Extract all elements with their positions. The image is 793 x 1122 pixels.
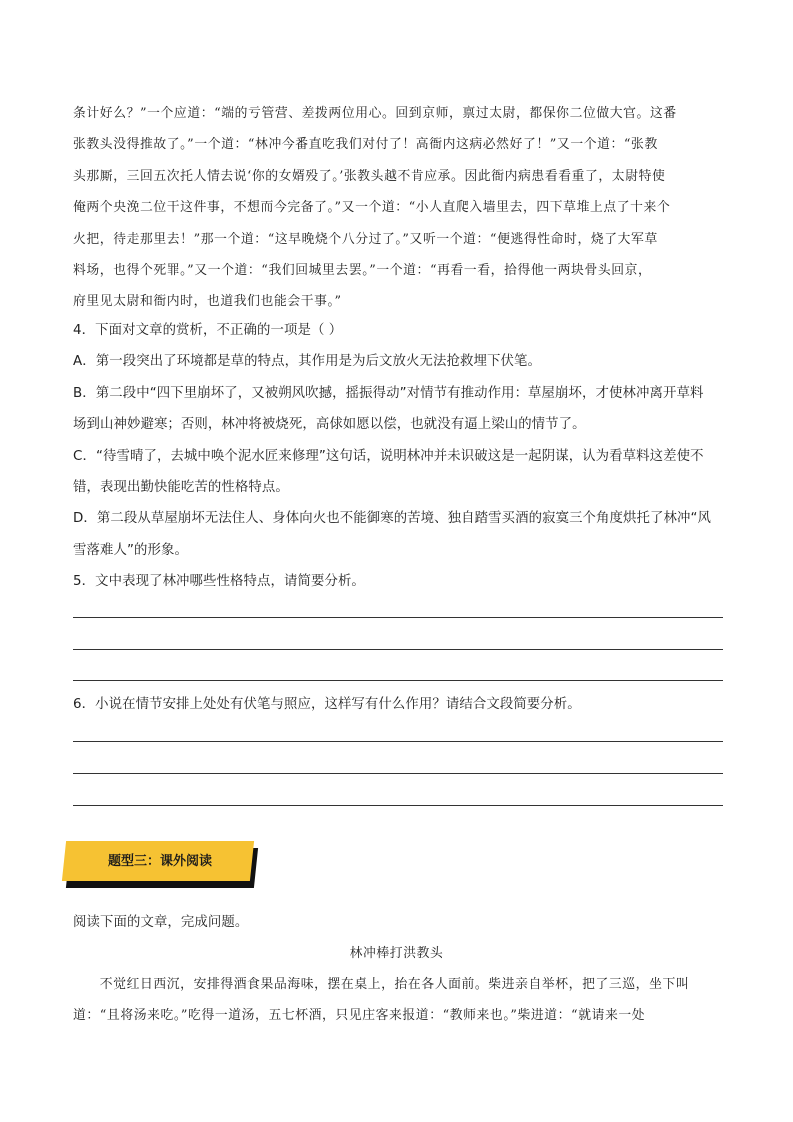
answer-line[interactable] (73, 805, 723, 806)
answer-line[interactable] (73, 773, 723, 774)
option-b-cont: 场到山神妙避寒；否则，林冲将被烧死，高俅如愿以偿，也就没有逼上梁山的情节了。 (73, 417, 586, 433)
passage-line: 张教头没得推故了。”一个道：“林冲今番直吃我们对付了！高衙内这病必然好了！”又一个道：“张教 (73, 137, 658, 153)
article-line: 道：“且将汤来吃。”吃得一道汤，五七杯酒，只见庄客来报道：“教师来也。”柴进道：“就请来一处 (73, 1008, 646, 1024)
option-c: C．“待雪晴了，去城中唤个泥水匠来修理”这句话，说明林冲并未识破这是一起阴谋，认为看草料这差使不 (73, 448, 704, 464)
passage-line: 料场，也得个死罪。”又一个道：“我们回城里去罢。”一个道：“再看一看，拾得他一两块骨头回京， (73, 262, 652, 278)
passage-text (73, 98, 723, 318)
passage-line: 头那厮，三回五次托人情去说‘你的女婿殁了。’张教头越不肯应承。因此衙内病患看看重了，太尉特使 (73, 168, 666, 184)
answer-line[interactable] (73, 617, 723, 618)
question-6-stem: 6．小说在情节安排上处处有伏笔与照应，这样写有什么作用？请结合文段简要分析。 (73, 697, 581, 712)
option-d: D．第二段从草屋崩坏无法住人、身体向火也不能御寒的苦境、独自踏雪买酒的寂寞三个角度烘托了林冲“风 (73, 511, 712, 527)
answer-line[interactable] (73, 680, 723, 681)
article-line: 不觉红日西沉，安排得酒食果品海味，摆在桌上，抬在各人面前。柴进亲自举杯，把了三巡，坐下叫 (73, 977, 690, 992)
question-4-stem: 4．下面对文章的赏析，不正确的一项是（ ） (73, 323, 343, 338)
instruction-text: 阅读下面的文章，完成问题。 (73, 915, 249, 930)
section-badge-label: 题型三：课外阅读 (108, 854, 213, 869)
option-d-cont: 雪落难人”的形象。 (73, 542, 188, 558)
passage-line: 府里见太尉和衙内时，也道我们也能会干事。” (73, 294, 342, 310)
option-a: A．第一段突出了环境都是草的特点，其作用是为后文放火无法抢救埋下伏笔。 (73, 354, 541, 370)
option-c-cont: 错，表现出勤快能吃苦的性格特点。 (73, 479, 289, 495)
question-5: 5．文中表现了林冲哪些性格特点，请简要分析。 (73, 574, 365, 590)
section-badge (60, 838, 260, 890)
question-6 (73, 689, 723, 720)
article-body (73, 969, 723, 1032)
question-4 (73, 315, 723, 598)
passage-line: 条计好么？”一个应道：“端的亏管营、差拨两位用心。回到京师，禀过太尉，都保你二位做大官。这番 (73, 106, 677, 121)
answer-line[interactable] (73, 649, 723, 650)
article-title: 林冲棒打洪教头 (349, 946, 444, 961)
passage-line: 火把，待走那里去！”那一个道：“这早晚烧个八分过了。”又听一个道：“便逃得性命时，烧了大军草 (73, 231, 658, 247)
answer-line[interactable] (73, 741, 723, 742)
passage-line: 俺两个央浼二位干这件事，不想而今完备了。”又一个道：“小人直爬入墙里去，四下草堆上点了十来个 (73, 200, 671, 216)
option-b: B．第二段中“四下里崩坏了，又被朔风吹撼，摇振得动”对情节有推动作用：草屋崩坏，才使林冲离开草料 (73, 385, 704, 401)
instruction (73, 907, 723, 938)
